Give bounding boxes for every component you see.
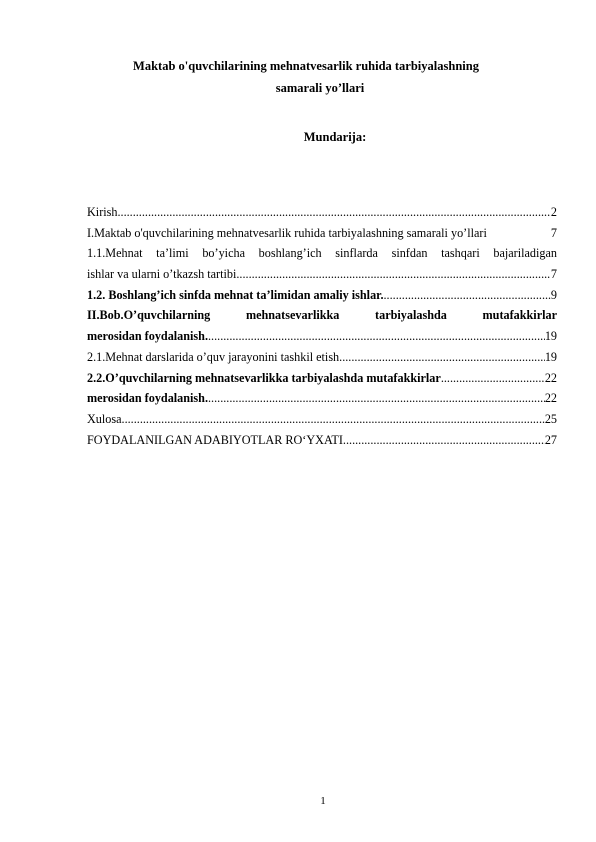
toc-entry-section-1-1 bbox=[87, 243, 557, 264]
toc-entry-text: ishlar va ularni o’tkazsh tartibi bbox=[87, 267, 237, 282]
toc-entry-text: I.Maktab o'quvchilarining mehnatvesarlik ruhida tarbiyalashning samarali yo’llari bbox=[87, 225, 487, 240]
toc-entry-text: Kirish bbox=[87, 205, 118, 219]
toc-entry-text: Xulosa bbox=[87, 411, 122, 426]
toc-entry-bibliography bbox=[87, 430, 557, 451]
toc-entry-text: 1.2. Boshlang’ich sinfda mehnat ta’limidan amaliy ishlar. bbox=[87, 287, 384, 302]
toc-entry-page: 19 bbox=[544, 329, 557, 344]
toc-entry-page: 7 bbox=[550, 225, 557, 240]
toc-entry-text: merosidan foydalanish. bbox=[87, 391, 208, 406]
contents-heading: Mundarija: bbox=[303, 130, 367, 144]
toc-entry-page: 9 bbox=[550, 287, 557, 302]
toc-entry-section-1-2 bbox=[87, 285, 557, 306]
toc-entry-section-2-2-cont bbox=[87, 388, 557, 409]
toc-entry-page: 27 bbox=[544, 432, 557, 447]
table-of-contents bbox=[87, 202, 557, 450]
page-number: 1 bbox=[320, 795, 326, 807]
toc-entry-page: 2 bbox=[550, 205, 557, 219]
toc-entry-introduction bbox=[87, 202, 557, 223]
toc-entry-text: merosidan foydalanish. bbox=[87, 329, 208, 344]
toc-entry-section-2-2 bbox=[87, 368, 557, 389]
toc-entry-chapter-2-cont bbox=[87, 326, 557, 347]
toc-entry-text: 2.1.Mehnat darslarida o’quv jarayonini tashkil etish bbox=[87, 349, 340, 364]
toc-entry-chapter-2 bbox=[87, 305, 557, 326]
toc-entry-text: 1.1.Mehnat ta’limi bo’yicha boshlang’ich sinflarda sinfdan tashqari bajariladigan bbox=[87, 246, 557, 261]
toc-entry-page: 22 bbox=[544, 391, 557, 406]
toc-entry-chapter-1 bbox=[87, 223, 557, 244]
toc-entry-text: 2.2.O’quvchilarning mehnatsevarlikka tarbiyalashda mutafakkirlar bbox=[87, 370, 441, 385]
toc-entry-page: 7 bbox=[550, 267, 557, 282]
toc-entry-conclusion bbox=[87, 409, 557, 430]
document-title-line-1: Maktab o'quvchilarining mehnatvesarlik ruhida tarbiyalashning bbox=[133, 59, 479, 73]
toc-entry-section-2-1 bbox=[87, 347, 557, 368]
toc-entry-page: 19 bbox=[544, 349, 557, 364]
toc-entry-section-1-1-cont bbox=[87, 264, 557, 285]
toc-entry-page: 25 bbox=[544, 411, 557, 426]
toc-entry-text: II.Bob.O’quvchilarning mehnatsevarlikka tarbiyalashda mutafakkirlar bbox=[87, 308, 557, 323]
toc-entry-page: 22 bbox=[544, 370, 557, 385]
toc-entry-text: FOYDALANILGAN ADABIYOTLAR RO‘YXATI bbox=[87, 432, 343, 447]
document-title-line-2: samarali yo’llari bbox=[275, 81, 365, 95]
